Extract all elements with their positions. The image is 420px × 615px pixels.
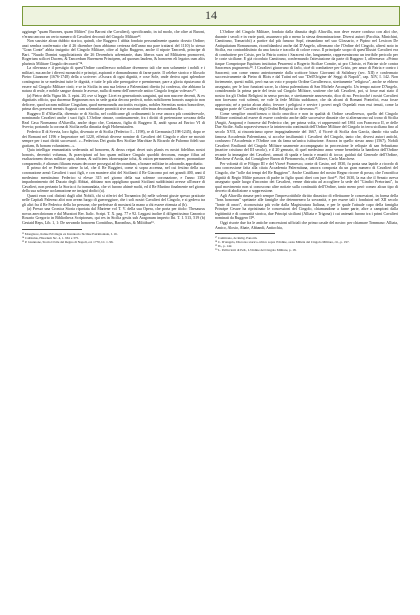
paragraph: Agli Altavilla rimase però sempre l'imprescrittibile diritto dinastico di effettuarne le concessioni, in forma della "fons honorum" spettante alle famiglie che detennenero la sovranità, e per essere tali i fondatori nel XII secolo "fonte di onori", riconosciuta più volte dalla Magistratura Italiana, e per le quale l'attuale capo della famiglia Principe Cesare ha ripristinato le concessioni del Cingolo, chiamandone a farne parte, altre a campioni dalla legittimità e di comunità storica, due Principi siciliani (Alliata e Trigona) i cui antenati furono tra i primi Cavalieri nominati da Ruggero II²¹. — [215, 192, 398, 221]
footnote-separator — [215, 233, 275, 234]
footnote: ¹⁴ Caltitulus, Hisorium Sic. 4, 1. 961 e 375. — [22, 235, 79, 240]
paragraph: aggiunge "quam Barones, quam Milites" (tra Baroni che Cavalieri), specificando, in tal modo, che oltre ai Baroni, v'erano ancora un certo numero di Cavalieri decorati del Cingolo Militare¹³. — [22, 30, 205, 39]
page-number: 14 — [205, 8, 217, 22]
right-column — [215, 30, 398, 605]
paragraph: Quia intelligar emmanitatis sederantis ad honorem, & decus reipai decet suis planis ex nostri fidelibus nostri honoris, decentiri volumus, & praecipiunt ad hoc quam militare Cingulo quoddit decorans, eusque filius ad esaltazionem decus militiae apta, idonea, & sufficiens idoneaquiae tolui, & ostion permanentis caterer, pronuntiare comparendo, è aliorum filiaum essum decorare prosegui ad decorandum, a bonare militiae in adorandis approbatio. — [22, 147, 205, 166]
paragraph: (a) Pietro della Vigna lib. 3. epist. 20, ove si legge: Licet ex generationis sanguini, qui non nascere decenti, & ex dignitatis officio, qua ducemur Regnorum nos in sede gratia decora perfecit, nobis nobiliorem honoris auspicio non deficere, quod sacram militiae Cingulum, quod memorandis auctoritis excipias, nobiles Serenitas nostra bonorifere, prima dies presenti mensis Augusti cum solemnitate promittit sive nostrum offerimus decorandum &c. — [22, 92, 205, 112]
paragraph: L'Ordine del Cingolo Militare, fondato dalla dinastia degli Altavilla, non deve essere confuso con altri che, durante i secoli e in varie parti, assunsero più o meno la stessa denominazione. Diversi autori (Pacchia, Minichini, Camitrano, Tomarichi) a partire dal più famoso Sopf, rimandano nel suo Glossario, e Pipino nel Lexicon De Antiquitatum Romanorum, riconfidandosi anche dal D'Angelo, affermano che l'Ordine del Cingolo, altresì noto in Sicilia, era contraddistinto da una fascia e tracolla di colore rosso. Il principale scopo di quest'Illustri Cavalieri era di combattere per Cristo, per la Patria contro i Saraceni che, lungamente, rappresentarono un terribile pericolo per le coste siciliane. E già ricordato Camitrano, confermando l'attestazione da parte di Ruggero I, affermava: «Primo itaque Comprtoque Equitum institutus Pesarensi a Rogerio Siciliae Comite, ut pro Christo, et Patriae sicle contra Saracenos pugnarent»¹⁸. I Cavalieri giuravano di farlo, cioè di combattere per Cristo, per amor di Patria e contro i Saraceni; con come vanno anteriormente dalla scrittore bizzo Giovanni di Salisbury (sec. XII) e confermato successivamente da Pietro di Blois e dal Tutini nel suo "Dell'Origine de' Seggi di Napoli", cap. XIV, I. 142. Non fortemente, questi militi, però ma un voto e proprio Ordine Cavalleresco, strettamente "religioso", anche se ebbero assegnato, per le loro funzioni sacre, la chiesa palermitana di San Michele Arcangelo. Un tempo autore D'Angelo, considerando la prima parte del testo sul Cingolo Militare, sostiene che tali Cavalieri, poi, si fosse mai stato il nostro fra gli Ordini Religiosi in senso preciso, e strettamente annoverato, dico di no. Perciocché i nostri Cavalieri non facevano voti solenni, ne vale la fede Militia suddiance, che da alcuni di Romani Pontefici, essa fosse approvata; né a portar alcun abito, fervore i peligiosi e servire i poveri negli Ospedali eran essi tenuti, come la maggior parte de' Cavalieri degli Ordini Religiosi far doveano»¹⁹. — [215, 30, 398, 112]
paragraph: Per volontà di re Filippo III e del Viceré Francesco, conte di Castro, nel 1830, fu posta una lapide a ricordo di una concessione fatta alla citata Accademia Palermitana, ancora composta da un gran numero di Cavalieri del Cingolo, che "tolle dai tempi del Re Ruggiero". Anche Castiliano del nostro Regno ricorre di posso, che l'onorifica dignità di Regio Milite passava di padre in figlio quasi direi con jure fiori²⁰. Nel 1630, la ma che il Senato aveva assegnato quale luogo d'incontro dei Cavalieri, venne distrutta ad accogliere la sede del "Gindici Pretoriani", fu qual movimento non si conoscono altre notizie sulla continuità dell'Ordine, tanto meno però comeo alcun tipo di decreto di abolizione o soppressione. — [215, 160, 398, 194]
paragraph: La rilevanza e il prestigio di quest'Ordine cavalleresco nobiliare divennero tali che non solamente i nobili e i militari, ma anche i diversi monarchi e principi, aspiranti e domandavano di farne parte. Il celebre storico e filosofo Pietro Giannone (1676-1748) della a scrivere: «Oscura di ogni dignità, e cose Sole, onde deriva ogni splendore contingono in se medesimi tutte le dignità, e tutte le più alte prerogative e preminenze, pare a gloria riputavano di essere sul Cingolo Militare cinti; e se in Sicilia in una sua lettera a Palermitani diretta (si confessa, che abbiano la natura di reale, e nobile sangue donato le avesse, nulla di meno dell'ornevole antico Cingolo fregiar volesse»¹⁵. — [22, 65, 205, 94]
paragraph: Il primo del re Federico attese la tal, che il Re Ruggieri, come si sopra accenna, nel cui festino della sua coronazione armò Cavalieri i suoi figli, e con maniere altri del Sicilianti il Re Giacomo poi nei grandi 400, anni il medesimo mentissimo Federico si elesse 315 nel giorno della sua solenne coronazione, e l'anno 1302 impadronimento del Ducato degli Abbiai, abbiano non appigliano quanti Siciliani sudditiniati avesse all'onore di Cavalieri, non pertanto la Storia ci fu tramandata, che vi furono ahimè molti, ed il Re Martino finalmente nel giorno della sua solenne acclamazione ne insigní dodici (a). — [22, 165, 205, 194]
footnote: ¹⁸ C. D'Angelo, Discorso storico-critico sopra l'Ordine, ossia Milizia del Cingolo Militare, cit., p. 197. — [215, 240, 350, 245]
paragraph: Federico II di Svevia, loro figlio, divenuto re di Sicilia (Federico I – 1198), re di Germania (1198-1245), dopo re dei Romani nel 1196 e Imperatore nel 1220, effettuò diverse nomine di Cavalieri del Cingolo e altre ne mostrò sempre per i suoi diritti successori. «...Federicus Dei gratia Rex Siciliae Marchiae & Ricardo de Palormo fideli suo gratiam, & bonam voluntatem...». — [22, 129, 205, 148]
footnote: ²⁰ L. Pellicciotti di Pell., L'Ordine del Cingolo Militare, p. 18. — [215, 248, 297, 253]
left-column — [22, 30, 205, 605]
paragraph: Ruggero II d'Altavilla, divenuto re di Sicilia, nel codificarne gli ordinamenti lo rese ancora più considerevole, nominando Cavalieri anche i suoi figli. L'Ordine rimase, continuamente, fra i diritti di pretensione sovrana della Real Casa Normanna d'Altavilla, anche dopo che, Costanza, figlia di Ruggero II, andò sposa ad Enrico VI di Svevia; portando la corona di Sicilia nella dinastia degli Hohenstaufen. — [22, 110, 205, 130]
paragraph: Come semplice onorificenza o titolo onorifico e non in qualità di Ordine cavalleresco, quello del Cingolo Militare continuò ad essere di essere conferito anche dalle successive dinastie che si alternarono sul trono di Sicilia (Angiò, Aragona) e francese dal Federico che, per prima volta, vi rappresentò nel 1861 con Francesco II, re delle Due Sicilie. Sulla sopravvivenza e la ininterrotta continuità dell'Ordine Militare del Cingolo in terra siciliana fino al secolo XVII, ai rincontriamo opere impaginalmente del 1667, il Vicerè di Sicilia don García, dando vita sulla famosa Accademia Palermitana, si accolse insiliamisti i Cavalieri del Cingolo, tanto che, diversi autori antichi, confusero l'Accademia e l'Ordine con da fama un'unica istituzione. Ancora in quello stesso anno (1567), Nobili Cavalieri Emilianti del Cingolo Militare unamente accompagnato in processione le reliquie di san Sebastiano (martire cristiano del III secolo), e il 20 gennaio, di quel medesimo anno venne benedetta la bandiera dell'Ordine recante la immagine dei Cavalieri, armati di spada e lancia e muniti di tocca; guidati dal Generale dell'Ordine, Marchese d'Avola, dal Consigliere Baron di Pietrameola, e dall'Allfiere, Carlo Marchese. — [215, 110, 398, 162]
text-columns — [22, 30, 398, 605]
footnote-separator — [22, 229, 82, 230]
paragraph: Oggi risorte due fra le antiche concessioni ufficiali che primo casale del nostro: per chiamare Tommaso: Alliata, Amico, Alosio, Abate, Abbandi, Antiochia, — [215, 219, 398, 230]
footnote: ¹⁷ Camitrano, de Relig. Panorm. — [215, 236, 258, 241]
paragraph: Quanti eran così distinti dagli altri Nobili, chi si riferivi del Tornamira (b) nelle solenni giuste spesso praticate nelle Capitali Palermo altri non avean luogo di guerreggiare, che i soli nostri Cavalieri del Cingolo, e si gedeva tra gli altri fra il Re Federico della lor persone, che preferisse di mostarsi la mano a chi essere ritenuta al (b). — [22, 192, 205, 207]
page-header-bar — [22, 6, 400, 26]
footnote: ¹⁹ Ib., p. 142. — [215, 244, 233, 249]
footnote: ¹³ Mongitore, Italiae Privilegia ex Inventorio Siciliae Patrimoniale, I. 16. — [22, 231, 118, 236]
footnote: ¹⁵ P. Giannone, Storia Civile del Regno di Napoli, ed. 1770, I.I. 1. 96. — [22, 239, 114, 244]
paragraph: Non sussiste alcun dubbio storico, quindi, che Ruggero I abbia fondato personalmente quanto dovuto Ordine; anzi sembra confermato che il 26 dicembre (non abbiamo certezza dell'anno ma pare trattarsi del 1110) lo stesso "Gran Conte" abbia insignito del Cingolo Militare, oltre al figlio Ruggero, anche il nipote Tancredi, principe di Bari. "Nuado Domini suppliciationis die 26 Decembris adventante, duas liberos suos ad Militatem promoveri, Rogerium scilicet Ducem, & Tancredum Barensem Principem, ad quorum laudem, & honorem eli legatos cum aliis plurimis Militare Cingulo decoravit"¹⁴. — [22, 38, 205, 66]
paragraph: (a) Presso una Cronica Storia riportata dal Martene vol T. V. della sua Opera, che porta per titolo: Thesaurus novus anecdotorum e dal Muratori Rer. Italic. Script. T. X. pag. 77 e 92. Leggasi inoltre il diligentissimo Canonico Rosario Gregorio in Bibliotheca Scriptorum, qui res in Sicilia gestis sub Aragonum imperio Ibi. T. I. 513, 519 (b) Gestaid Reps, Lib. 1, 1: De servando honorem Cornitibus, Baronibus, & Militibus¹⁶. — [22, 206, 205, 225]
